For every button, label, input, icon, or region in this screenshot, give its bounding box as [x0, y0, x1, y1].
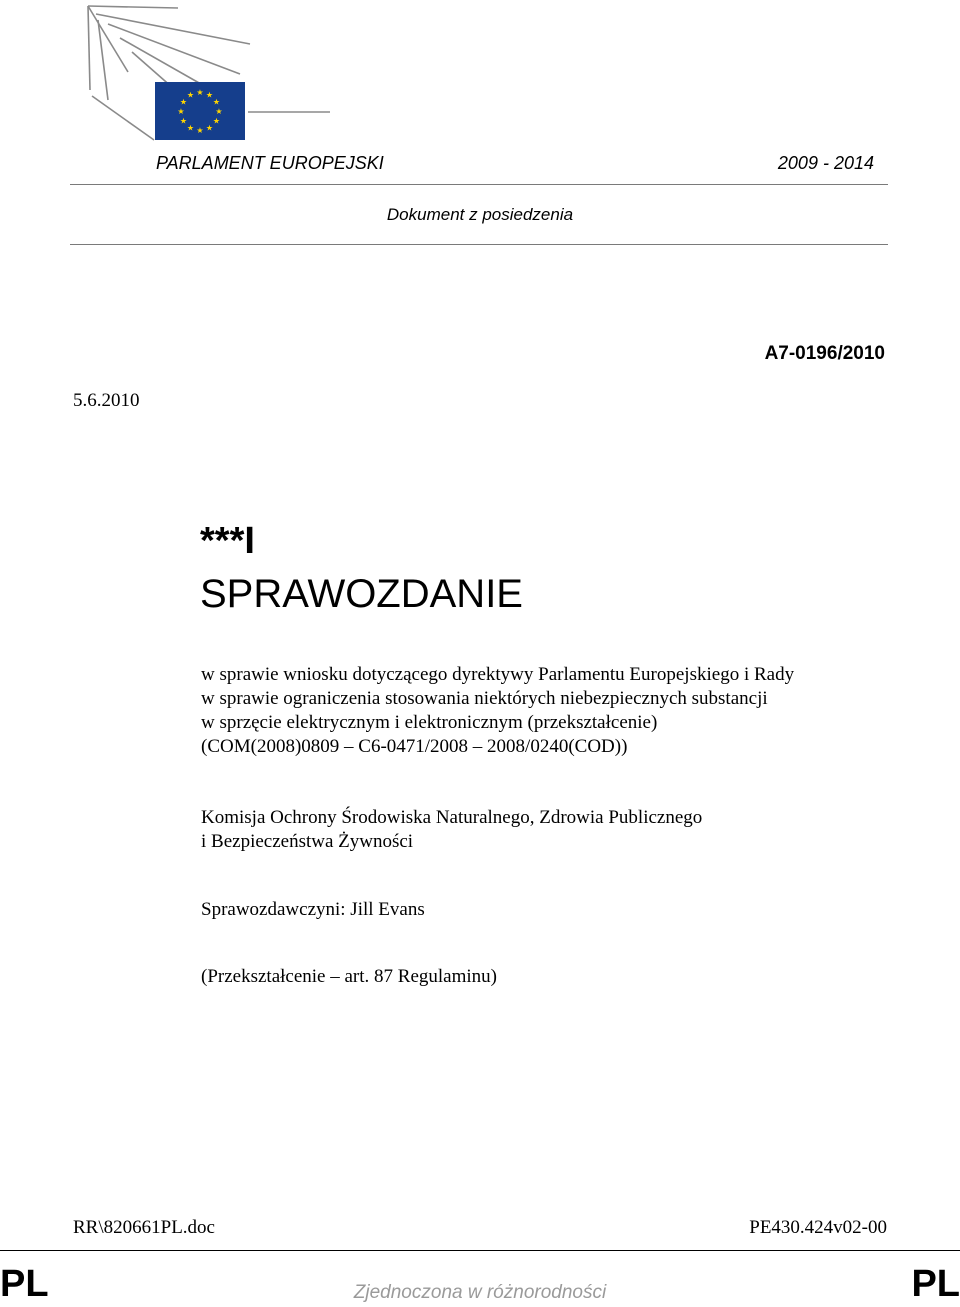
document-type: Dokument z posiedzenia: [386, 205, 574, 224]
subject-line: w sprawie ograniczenia stosowania niektórych niebezpiecznych substancji: [201, 688, 768, 709]
svg-text:★: ★: [179, 97, 188, 107]
eu-motto: Zjednoczona w różnorodności: [353, 1282, 607, 1303]
svg-text:★: ★: [196, 126, 204, 135]
eu-flag-icon: [155, 82, 245, 140]
footer-divider: [0, 1250, 960, 1251]
page-title: SPRAWOZDANIE: [200, 572, 523, 616]
procedure-note: (Przekształcenie – art. 87 Regulaminu): [201, 966, 497, 987]
svg-text:★: ★: [212, 116, 221, 126]
doc-type-divider: [70, 244, 888, 245]
report-subject: [201, 663, 794, 759]
parliamentary-term: 2009 - 2014: [777, 153, 874, 173]
footer-pe-number: PE430.424v02-00: [749, 1217, 887, 1238]
subject-line: (COM(2008)0809 – C6-0471/2008 – 2008/0240(COD)): [201, 736, 628, 757]
institution-name: PARLAMENT EUROPEJSKI: [156, 153, 384, 173]
committee-line: i Bezpieczeństwa Żywności: [201, 831, 414, 852]
rapporteur: Sprawozdawczyni: Jill Evans: [201, 899, 425, 920]
committee-name: [201, 806, 702, 854]
report-reference-number: A7-0196/2010: [764, 343, 885, 364]
footer-doc-filename: RR\820661PL.doc: [73, 1217, 215, 1238]
language-code-right: PL: [911, 1263, 960, 1305]
header-divider: [70, 184, 888, 185]
procedure-marker: ***I: [200, 520, 255, 562]
svg-text:★: ★: [179, 116, 188, 126]
language-code-left: PL: [0, 1263, 49, 1305]
report-date: 5.6.2010: [73, 390, 140, 411]
svg-text:★: ★: [186, 123, 195, 133]
svg-text:★: ★: [186, 90, 195, 100]
subject-line: w sprawie wniosku dotyczącego dyrektywy Parlamentu Europejskiego i Rady: [201, 664, 795, 685]
svg-text:★: ★: [177, 107, 185, 116]
subject-line: w sprzęcie elektrycznym i elektronicznym (przekształcenie): [201, 712, 658, 733]
svg-text:★: ★: [212, 97, 221, 107]
svg-text:★: ★: [215, 107, 223, 116]
svg-text:★: ★: [205, 90, 214, 100]
svg-text:★: ★: [205, 123, 214, 133]
committee-line: Komisja Ochrony Środowiska Naturalnego, Zdrowia Publicznego: [201, 807, 703, 828]
svg-text:★: ★: [196, 88, 204, 97]
